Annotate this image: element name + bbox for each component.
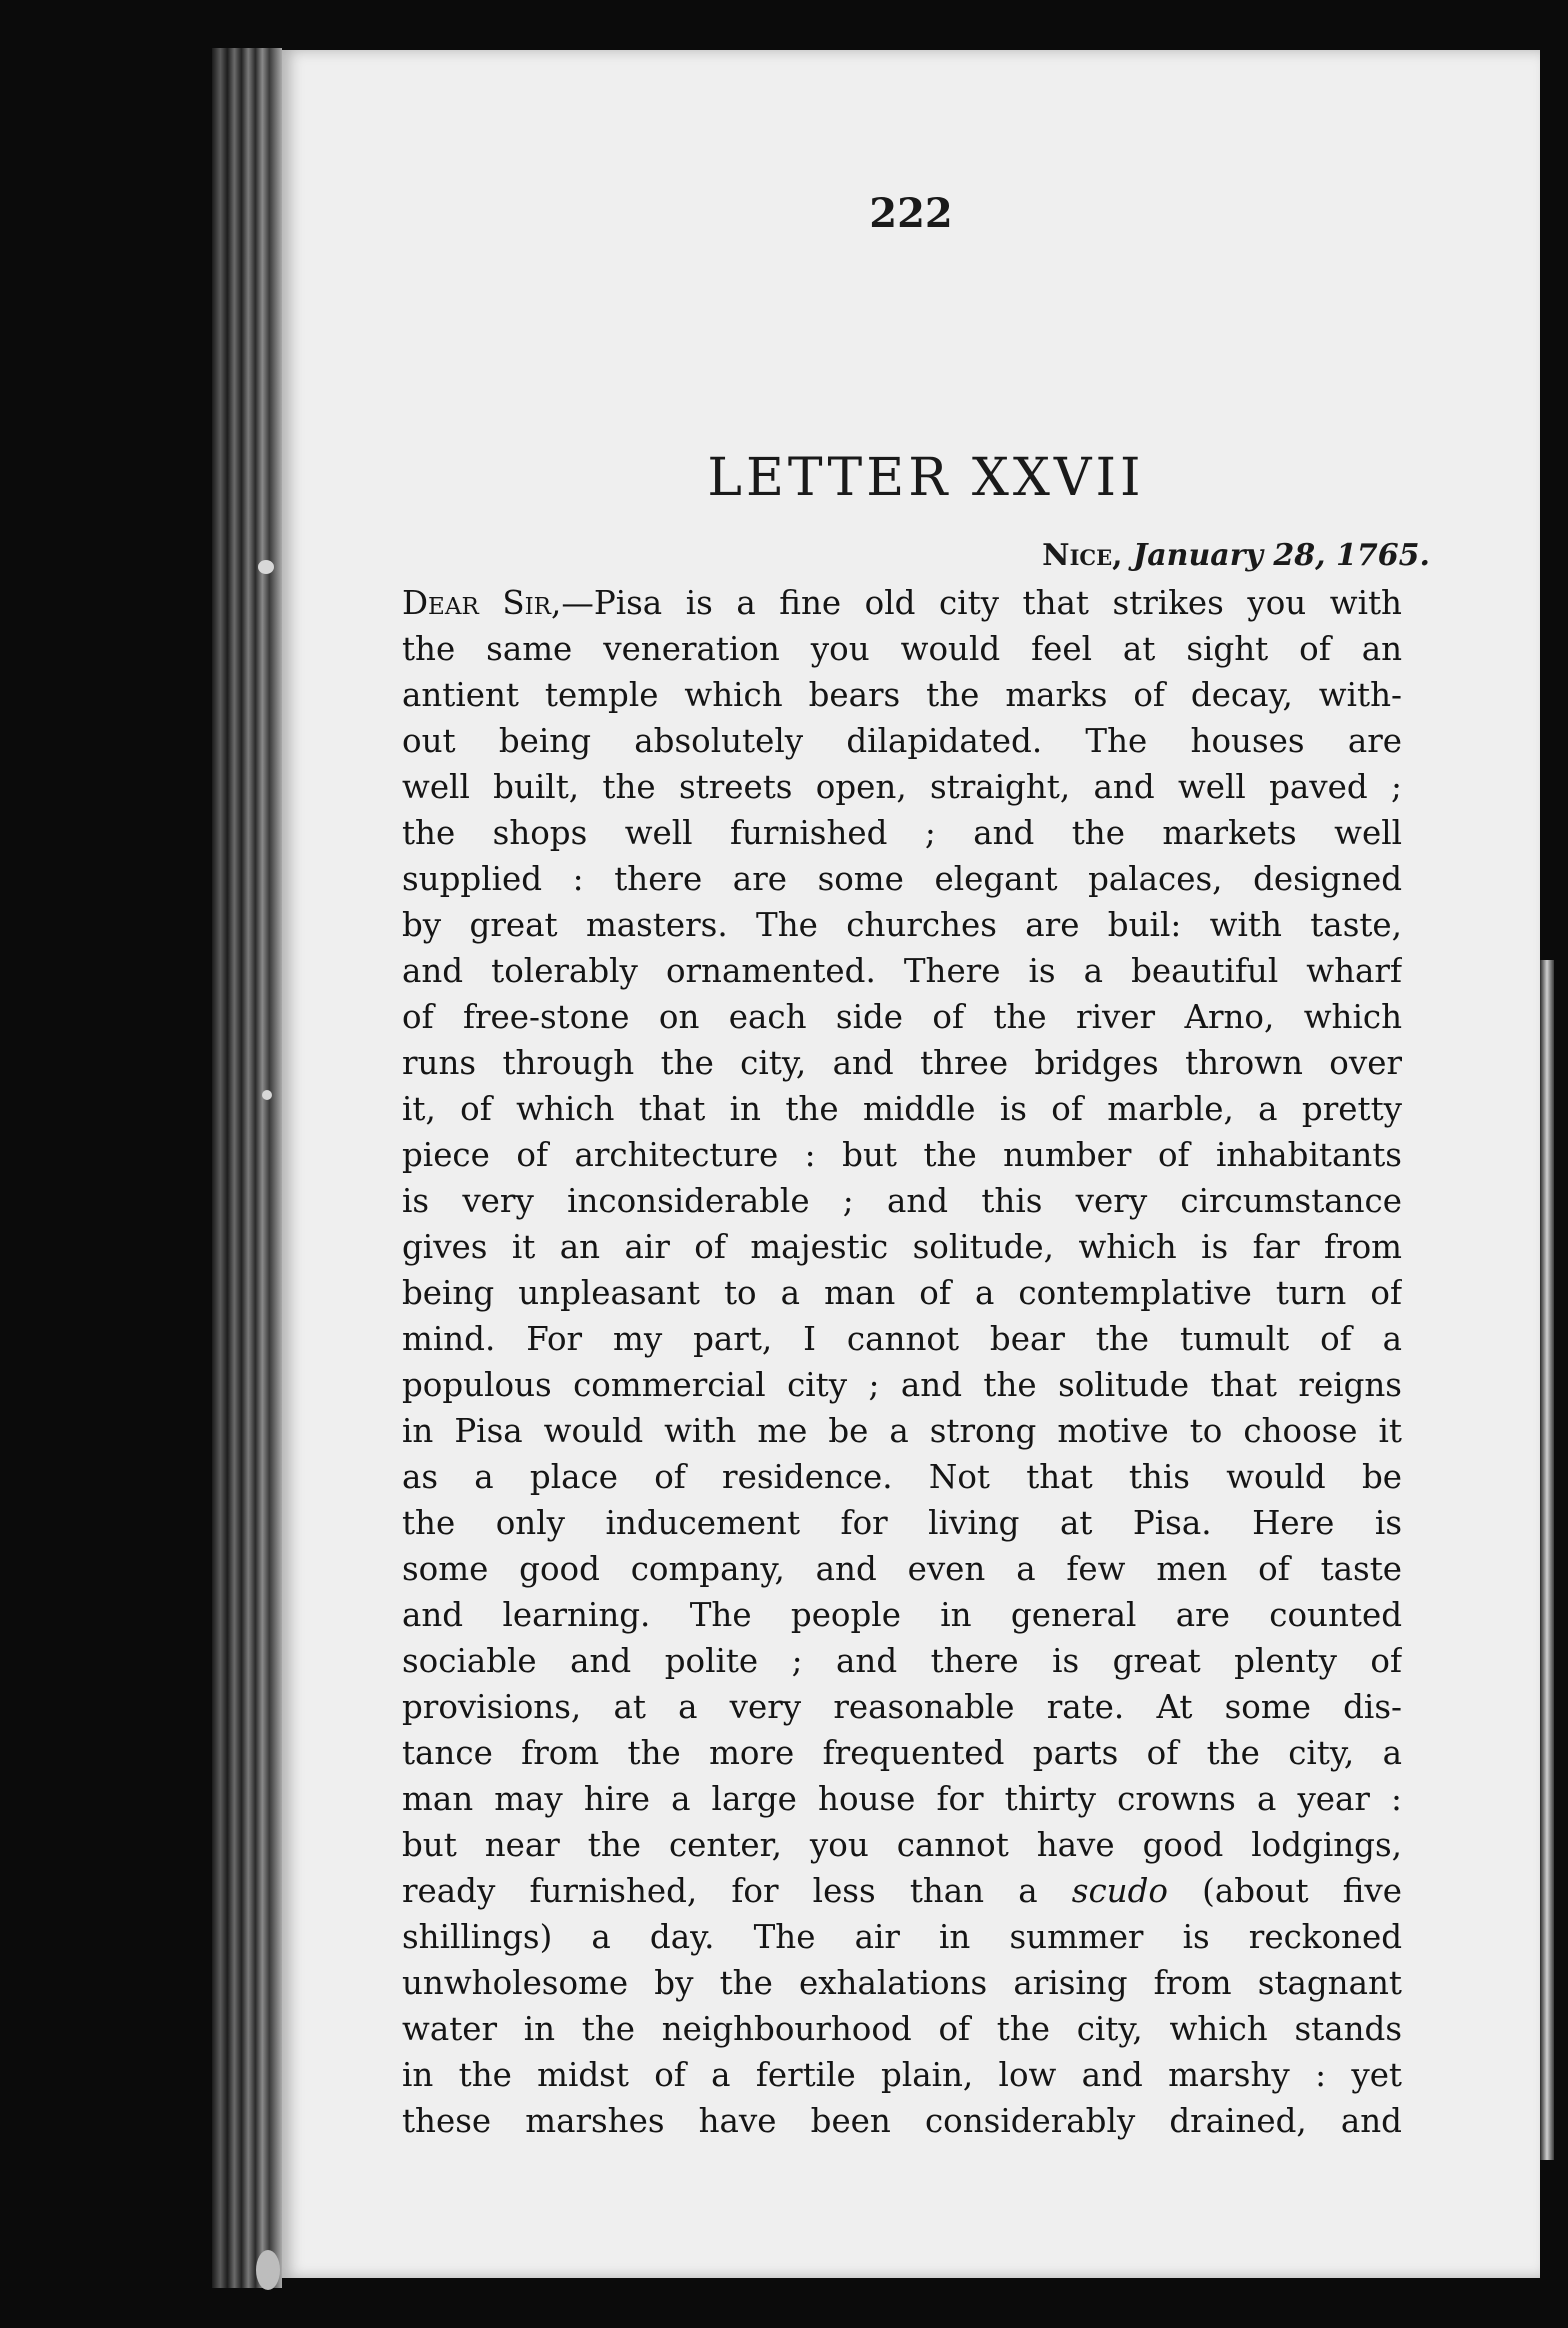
body-line: runs through the city, and three bridges thrown over xyxy=(402,1044,1402,1082)
body-line: gives it an air of majestic solitude, which is far from xyxy=(402,1228,1402,1266)
page-number: 222 xyxy=(869,190,953,237)
body-line: out being absolutely dilapidated. The houses are xyxy=(402,722,1402,760)
body-line: of free-stone on each side of the river Arno, which xyxy=(402,998,1402,1036)
scan-speck xyxy=(262,1090,272,1100)
body-line: well built, the streets open, straight, and well paved ; xyxy=(402,768,1402,806)
body-line: water in the neighbourhood of the city, which stands xyxy=(402,2010,1402,2048)
body-line: and tolerably ornamented. There is a beautiful wharf xyxy=(402,952,1402,990)
body-line: supplied : there are some elegant palaces, designed xyxy=(402,860,1402,898)
body-line xyxy=(402,580,1402,626)
body-line: piece of architecture : but the number of inhabitants xyxy=(402,1136,1402,1174)
body-line: and learning. The people in general are counted xyxy=(402,1596,1402,1634)
letter-body xyxy=(402,580,1402,2144)
body-line: antient temple which bears the marks of decay, with- xyxy=(402,676,1402,714)
page-right-edge xyxy=(1540,960,1554,2160)
dateline-place: Nice, xyxy=(1042,538,1123,573)
body-line: but near the center, you cannot have good lodgings, xyxy=(402,1826,1402,1864)
body-line: in the midst of a fertile plain, low and marshy : yet xyxy=(402,2056,1402,2094)
body-line: in Pisa would with me be a strong motive to choose it xyxy=(402,1412,1402,1450)
line-text: (about five xyxy=(1202,1872,1402,1910)
letter-title: LETTER XXVII xyxy=(707,448,1145,508)
body-line: man may hire a large house for thirty crowns a year : xyxy=(402,1780,1402,1818)
salutation: Dear Sir, xyxy=(402,584,562,622)
body-line: provisions, at a very reasonable rate. At some dis- xyxy=(402,1688,1402,1726)
body-line: shillings) a day. The air in summer is reckoned xyxy=(402,1918,1402,1956)
body-line: is very inconsiderable ; and this very circumstance xyxy=(402,1182,1402,1220)
body-line xyxy=(402,1868,1402,1914)
body-line: mind. For my part, I cannot bear the tumult of a xyxy=(402,1320,1402,1358)
book-spine-edge xyxy=(212,48,282,2288)
body-line: the only inducement for living at Pisa. Here is xyxy=(402,1504,1402,1542)
body-line: populous commercial city ; and the solitude that reigns xyxy=(402,1366,1402,1404)
body-line: some good company, and even a few men of taste xyxy=(402,1550,1402,1588)
body-line: sociable and polite ; and there is great plenty of xyxy=(402,1642,1402,1680)
book-page xyxy=(282,50,1540,2278)
body-line: tance from the more frequented parts of the city, a xyxy=(402,1734,1402,1772)
line-text: —Pisa is a fine old city that strikes you with xyxy=(561,584,1402,622)
body-line: it, of which that in the middle is of marble, a pretty xyxy=(402,1090,1402,1128)
scan-speck xyxy=(258,560,274,574)
scan-speck xyxy=(256,2250,280,2290)
italic-word: scudo xyxy=(1071,1872,1168,1910)
body-line: being unpleasant to a man of a contemplative turn of xyxy=(402,1274,1402,1312)
body-line: by great masters. The churches are buil: with taste, xyxy=(402,906,1402,944)
dateline xyxy=(1042,538,1430,573)
body-line: unwholesome by the exhalations arising from stagnant xyxy=(402,1964,1402,2002)
body-line: these marshes have been considerably drained, and xyxy=(402,2102,1402,2140)
line-text: ready furnished, for less than a xyxy=(402,1872,1038,1910)
body-line: the shops well furnished ; and the markets well xyxy=(402,814,1402,852)
body-line: the same veneration you would feel at sight of an xyxy=(402,630,1402,668)
body-line: as a place of residence. Not that this would be xyxy=(402,1458,1402,1496)
dateline-date: January 28, 1765. xyxy=(1133,538,1430,573)
